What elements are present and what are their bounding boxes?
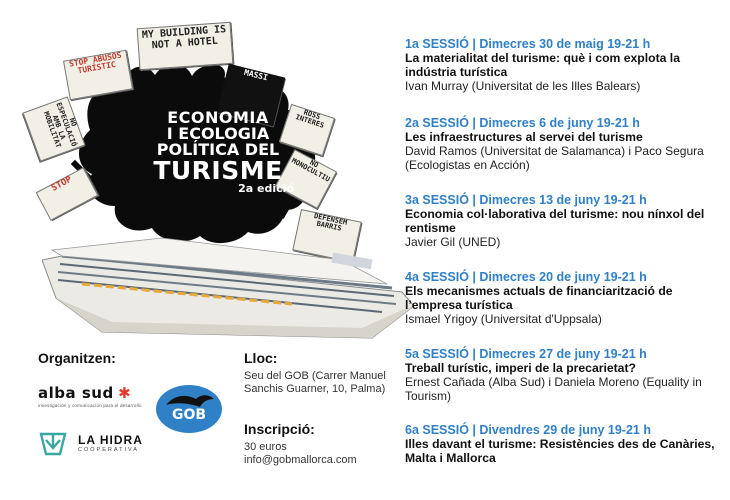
venue-label: Lloc:	[244, 350, 278, 366]
protest-sign-defensem: DEFENSEM BARRIS	[292, 209, 361, 263]
protest-sign-monocultiu: NO MONOCULTIU	[275, 149, 337, 209]
session-1-title: La materialitat del turisme: què i com explota la indústria turística	[405, 51, 680, 79]
poster-edition: 2a edició	[238, 182, 294, 195]
protest-sign-stop: STOP	[36, 167, 99, 221]
venue-address: Seu del GOB (Carrer Manuel Sanchis Guarner, 10, Palma)	[244, 370, 386, 395]
session-3	[405, 193, 725, 249]
la-hidra-logo	[38, 430, 158, 456]
alba-sud-tagline: investigación y comunicación para el desarrollo	[38, 403, 142, 408]
session-4-speaker: Ismael Yrigoy (Universitat d'Uppsala)	[405, 312, 602, 326]
protest-sign-abusos: STOP ABUSOS TURÍSTIC	[63, 50, 133, 101]
session-6-header: 6a SESSIÓ | Divendres 29 de juny 19-21 h	[405, 423, 651, 437]
session-4-header: 4a SESSIÓ | Dimecres 20 de juny 19-21 h	[405, 270, 647, 284]
session-5-title: Treball turístic, imperi de la precarietat?	[405, 361, 636, 375]
la-hidra-tagline: COOPERATIVA	[78, 447, 139, 453]
poster-title-line1: ECONOMIA	[167, 108, 269, 127]
poster-title-line2: I ECOLOGIA	[166, 124, 270, 143]
session-6-title: Illes davant el turisme: Resistències des de Canàries, Malta i Mallorca	[405, 437, 715, 465]
asterisk-icon: ✱	[118, 385, 131, 402]
cruise-ship-image	[42, 220, 414, 340]
protest-sign-massi: MASSI	[217, 64, 285, 127]
gob-name: GOB	[171, 407, 207, 423]
session-2-speaker: David Ramos (Universitat de Salamanca) i Paco Segura (Ecologistas en Acción)	[405, 144, 704, 172]
session-3-title: Economia col·laborativa del turisme: nou nínxol del rentisme	[405, 207, 705, 235]
registration-email[interactable]: info@gobmallorca.com	[244, 454, 357, 466]
gob-logo	[156, 385, 222, 433]
poster-title-line3: POLÍTICA DEL	[156, 140, 280, 159]
poster-title	[138, 110, 298, 194]
session-1-header: 1a SESSIÓ | Dimecres 30 de maig 19-21 h	[405, 37, 651, 51]
session-2-header: 2a SESSIÓ | Dimecres 6 de juny 19-21 h	[405, 116, 640, 130]
session-5-speaker: Ernest Cañada (Alba Sud) i Daniela Moreno (Equality in Tourism)	[405, 375, 702, 403]
session-6	[405, 423, 725, 465]
protest-sign-especulacio: NO ESPECULACIÓ AMB LA MOBILITAT	[23, 96, 86, 161]
la-hidra-name: LA HIDRA	[78, 433, 143, 447]
alba-sud-logo	[38, 384, 148, 408]
registration-label: Inscripció:	[244, 421, 315, 437]
protest-sign-hotel: MY BUILDING IS NOT A HOTEL	[137, 22, 234, 70]
session-3-header: 3a SESSIÓ | Dimecres 13 de juny 19-21 h	[405, 193, 647, 207]
session-2-title: Les infraestructures al servei del turisme	[405, 130, 643, 144]
session-1	[405, 37, 725, 93]
session-4-title: Els mecanismes actuals de financiarització de l’empresa turística	[405, 284, 673, 312]
protest-sign-interes: ROSS INTERES	[279, 104, 335, 156]
session-3-speaker: Javier Gil (UNED)	[405, 235, 501, 249]
session-2	[405, 116, 725, 172]
organizers-label: Organitzen:	[38, 350, 116, 366]
poster-title-line4: TURISME	[153, 156, 283, 185]
session-4	[405, 270, 725, 326]
hidra-icon	[38, 430, 68, 456]
alba-sud-name: alba sud	[38, 384, 114, 402]
session-5-header: 5a SESSIÓ | Dimecres 27 de juny 19-21 h	[405, 347, 647, 361]
session-1-speaker: Ivan Murray (Universitat de les Illes Balears)	[405, 79, 641, 93]
poster-artwork	[20, 10, 400, 340]
registration-price: 30 euros	[244, 441, 287, 453]
session-5	[405, 347, 725, 403]
